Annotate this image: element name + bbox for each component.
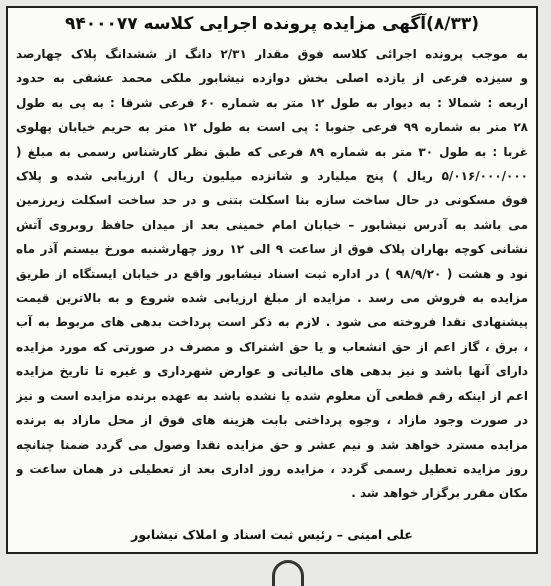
body-line: مزایده مسترد خواهد شد و نیم عشر و حق مزایده نقدا وصول می گردد ضمنا چنانچه: [16, 437, 528, 452]
body-line: مزایده به فروش می رسد . مزایده از مبلغ ارزیابی شده شروع و به بالاترین قیمت: [16, 291, 528, 306]
notice-title: (۸/۳۳)آگهی مزایده پرونده اجرایی کلاسه ۹۴۰۰۰۷۷: [64, 14, 480, 34]
body-line: مکان مقرر برگزار خواهد شد .: [351, 486, 528, 501]
body-line: غربا : به طول ۳۰ متر به شماره ۸۹ فرعی که طبق نظر کارشناس رسمی به مبلغ (: [16, 144, 528, 159]
body-line: روز مزایده تعطیل رسمی گردد ، مزایده روز اداری بعد از تعطیلی در همان ساعت و: [16, 461, 528, 476]
body-line: می باشد به آدرس نیشابور – خیابان امام خمینی بعد از میدان حافظ روبروی آتش: [16, 217, 528, 232]
body-line: ۵/۰۱۶/۰۰۰/۰۰۰ ریال ) پنج میلیارد و شانزده میلیون ریال ) ارزیابی شده و پلاک: [16, 169, 528, 184]
body-line: در صورت وجود مازاد ، وجوه پرداختی بابت هزینه های فوق از محل مازاد به برنده: [16, 413, 528, 428]
signature-line: علی امینی – رئیس ثبت اسناد و املاک نیشابور: [131, 527, 413, 542]
body-line: نود و هشت ( ۹۸/۹/۲۰ ) در اداره ثبت اسناد نیشابور واقع در خیابان ایستگاه از طریق: [16, 266, 528, 281]
body-line: اعم از اینکه رقم قطعی آن معلوم شده یا نشده باشد به عهده برنده مزایده است و نیز: [16, 388, 528, 403]
body-line: نشانی کوچه بهاران پلاک فوق از ساعت ۹ الی ۱۲ روز چهارشنبه مورخ بیستم آذر ماه: [16, 242, 528, 257]
auction-notice: [6, 6, 538, 554]
body-line: ، برق ، گاز اعم از حق انشعاب و یا حق اشتراک و مصرف در صورتی که مورد مزایده: [16, 339, 528, 354]
body-line: و سیزده فرعی از یازده اصلی بخش دوازده نیشابور ملکی محمد عشقی به حدود: [16, 71, 528, 86]
body-line: به موجب پرونده اجرائی کلاسه فوق مقدار ۲/۳۱ دانگ از ششدانگ پلاک چهارصد: [16, 47, 528, 61]
body-line: اربعه : شمالا : به دیوار به طول ۱۲ متر به شماره ۶۰ فرعی شرقا : به پی به طول: [16, 95, 528, 110]
notice-body: [16, 42, 528, 506]
body-line: دارای آنها باشد و نیز بدهی های مالیاتی و عوارض شهرداری و غیره تا تاریخ مزایده: [16, 364, 528, 379]
body-line: ۲۸ متر به شماره ۹۹ فرعی جنوبا : پی است به طول ۱۲ متر به حریم خیابان پهلوی: [16, 120, 528, 135]
body-line: فوق مسکونی در حال ساخت سازه بنا اسکلت بتنی و در حد ساخت اسکلت زیرزمین: [16, 193, 528, 208]
body-line: پیشنهادی نقدا فروخته می شود . لازم به ذکر است پرداخت بدهی های مربوط به آب: [16, 315, 528, 330]
partial-glyph-mark: [272, 560, 304, 586]
